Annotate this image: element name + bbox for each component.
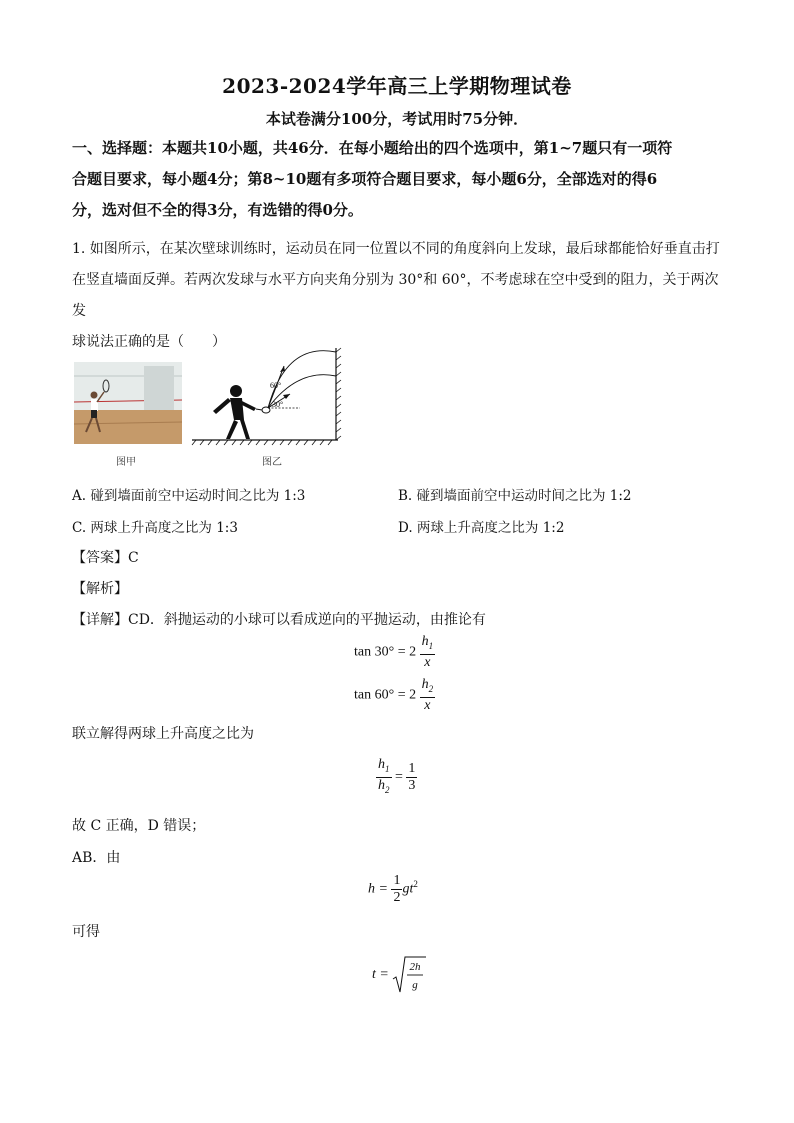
- question-1-stem: [72, 234, 732, 358]
- page-title: 2023-2024学年高三上学期物理试卷: [222, 74, 572, 98]
- sqrt-numerator: 2h: [409, 961, 421, 973]
- ratio-right-fraction: $\frac{1}{3}$: [408, 760, 416, 793]
- h-eq-left: h =: [368, 881, 388, 897]
- option-d: D. 两球上升高度之比为 1:2: [398, 520, 565, 536]
- equation-time: [372, 955, 426, 995]
- equation-tan30: [354, 634, 435, 671]
- equation-tan60: [354, 677, 435, 714]
- t-eq-left: t =: [372, 967, 389, 982]
- section-line-1: 一、选择题：本题共10小题，共46分．在每小题给出的四个选项中，第1~7题只有一项符: [72, 139, 673, 157]
- h-eq-sup: 2: [413, 879, 418, 890]
- ratio-equals: =: [395, 769, 403, 785]
- analysis-label: 【解析】: [72, 581, 128, 597]
- conclusion-text: 故 C 正确，D 错误；: [72, 818, 206, 834]
- figure-diagram: [190, 344, 350, 446]
- option-a: A. 碰到墙面前空中运动时间之比为 1:3: [72, 488, 306, 504]
- h-eq-fraction: $\frac{1}{2}$: [393, 873, 401, 905]
- eq1-fraction: $\frac{h_1}{x}$: [421, 634, 434, 670]
- equation-height: [368, 873, 418, 906]
- angle-60-label: 60°: [270, 381, 282, 390]
- eq2-fraction: $\frac{h_2}{x}$: [421, 677, 434, 713]
- eq2-left: tan 60° = 2: [354, 687, 417, 703]
- section-instructions: [72, 133, 732, 226]
- figure-photo-squash: [74, 362, 182, 444]
- projectile-diagram: [190, 344, 350, 446]
- option-c: C. 两球上升高度之比为 1:3: [72, 520, 238, 536]
- section-line-2: 合题目要求，每小题4分；第8~10题有多项符合题目要求，每小题6分，全部选对的得6: [72, 170, 658, 188]
- angle-30-label: 30°: [272, 400, 284, 409]
- figure-b-caption: 图乙: [262, 457, 282, 468]
- h-eq-tail: gt: [402, 881, 414, 897]
- answer-label: 【答案】C: [72, 550, 139, 566]
- exam-info: 本试卷满分100分，考试用时75分钟．: [265, 110, 529, 128]
- question-line-2: 在竖直墙面反弹。若两次发球与水平方向夹角分别为 30°和 60°，不考虑球在空中受到的阻力，关于两次发: [72, 272, 719, 319]
- figure-a-caption: 图甲: [116, 457, 136, 468]
- option-b: B. 碰到墙面前空中运动时间之比为 1:2: [398, 488, 632, 504]
- question-line-1: 1. 如图所示，在某次壁球训练时，运动员在同一位置以不同的角度斜向上发球，最后球都能恰好垂直击打: [72, 241, 720, 257]
- squash-photo-image: [74, 362, 182, 444]
- ratio-left-fraction: $\frac{h_1}{h_2}$: [378, 757, 390, 795]
- obtain-text: 可得: [72, 924, 100, 940]
- sqrt-denominator: g: [412, 979, 419, 991]
- question-line-3: 球说法正确的是（ ）: [72, 334, 226, 350]
- sqrt-radical-icon: [392, 955, 426, 995]
- sqrt-symbol: [392, 955, 426, 995]
- section-line-3: 分，选对但不全的得3分，有选错的得0分。: [72, 201, 363, 219]
- ab-text: AB．由: [72, 850, 121, 866]
- eq1-left: tan 30° = 2: [354, 644, 417, 660]
- combine-text: 联立解得两球上升高度之比为: [72, 726, 254, 742]
- detail-text: 【详解】CD．斜抛运动的小球可以看成逆向的平抛运动，由推论有: [72, 612, 486, 628]
- equation-ratio: [376, 757, 417, 798]
